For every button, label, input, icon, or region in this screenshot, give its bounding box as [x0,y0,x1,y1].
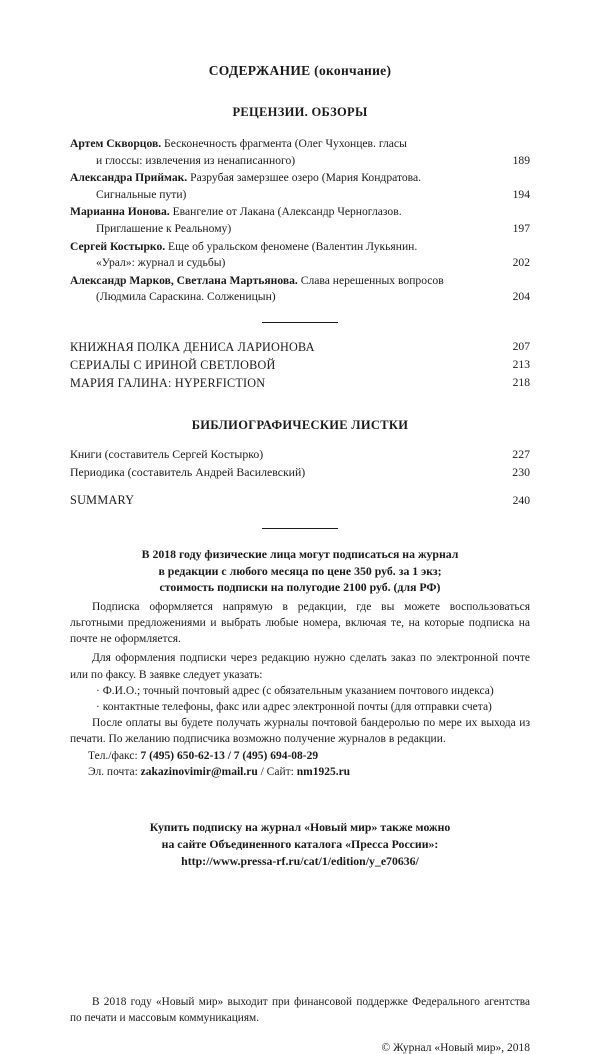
biblio-page: 227 [512,447,530,462]
subscription-heading-line1: В 2018 году физические лица могут подписаться на журнал [141,547,459,562]
promo-line-1: Купить подписку на журнал «Новый мир» также можно [149,819,451,834]
toc-entry-author: Александра Приймак. [70,171,188,185]
email-label: Эл. почта: [88,766,141,779]
toc-entry-line2: «Урал»: журнал и судьбы) [96,256,226,270]
subscription-paragraph-2: Для оформления подписки через редакцию нужно сделать заказ по электронной почте или по факсу. В заявке следует указать: [70,652,530,681]
promo-url[interactable]: http://www.pressa-rf.ru/cat/1/edition/y_e70636/ [181,853,419,868]
biblio-label: Книги (составитель Сергей Костырко) [70,447,264,462]
toc-entry-text [70,170,490,203]
caps-section-row [70,338,530,356]
toc-entry-author: Александр Марков, Светлана Мартьянова. [70,273,298,287]
summary-row [70,492,530,510]
toc-entry-line1: Бесконечность фрагмента (Олег Чухонцев. гласы [161,137,407,150]
phone-label: Тел./факс: [88,749,141,762]
toc-entry-line2: и глоссы: извлечения из ненаписанного) [96,153,296,167]
subscription-bullet-1: · Ф.И.О.; точный почтовый адрес (с обязательным указанием почтового индекса) [96,684,494,697]
toc-entry-line1: Евангелие от Лакана (Александр Черноглазов. [169,205,402,219]
toc-entry-line2: Сигнальные пути) [96,187,187,201]
toc-entry-text [70,273,490,306]
summary-label: SUMMARY [70,493,135,508]
footer-note: В 2018 году «Новый мир» выходит при финансовой поддержке Федерального агентства по печати и массовым коммуникациям. [70,995,530,1024]
toc-entry-line1: Разрубая замерзшее озеро (Мария Кондратова. [187,171,422,185]
toc-entry-text [70,136,490,169]
toc-entry-line1: Еще об уральском феномене (Валентин Лукьянин. [165,239,418,253]
toc-entry [70,136,530,169]
toc-entry-page: 197 [512,221,530,235]
biblio-list [70,446,530,510]
subscription-paragraph-1: Подписка оформляется напрямую в редакции, где вы можете воспользоваться льготными предложениями и выбрать любые номера, включая те, на которые подписка на почте не оформляется. [70,600,530,646]
toc-entry-line2: (Людмила Сараскина. Солженицын) [96,290,276,304]
caps-section-label: КНИЖНАЯ ПОЛКА ДЕНИСА ЛАРИОНОВА [70,340,315,355]
site-separator: / Сайт: [257,766,297,779]
email-value[interactable]: zakazinovimir@mail.ru [140,766,258,779]
promo-line-2: на сайте Объединенного каталога «Пресса России»: [161,836,439,851]
toc-entry-author: Марианна Ионова. [70,205,170,219]
subscription-heading-line2: в редакции с любого месяца по цене 350 руб. за 1 экз; [158,563,442,578]
section-heading-biblio: БИБЛИОГРАФИЧЕСКИЕ ЛИСТКИ [191,418,409,433]
toc-entry-text [70,204,490,237]
biblio-row [70,446,530,464]
page-content [70,0,530,1054]
subscription-heading-line3: стоимость подписки на полугодие 2100 руб. (для РФ) [159,580,441,595]
subscription-block [70,546,530,780]
section-heading-reviews: РЕЦЕНЗИИ. ОБЗОРЫ [232,105,368,119]
toc-entry-page: 204 [512,290,530,304]
toc-entry-author: Артем Скворцов. [70,137,162,150]
subscription-divider-rule [262,528,338,529]
toc-entry [70,239,530,272]
summary-page: 240 [512,494,530,508]
site-value[interactable]: nm1925.ru [296,766,351,779]
subscription-bullet-2: · контактные телефоны, факс или адрес электронной почты (для отправки счета) [96,700,492,713]
biblio-row [70,464,530,482]
caps-section-label: МАРИЯ ГАЛИНА: HYPERFICTION [70,376,266,391]
caps-section-page: 218 [512,376,530,390]
toc-entry-page: 194 [512,187,530,201]
page-title: СОДЕРЖАНИЕ (окончание) [208,63,392,78]
caps-section-row [70,356,530,374]
toc-entry-page: 202 [512,256,530,270]
toc-entry [70,273,530,306]
caps-section-row [70,374,530,392]
caps-section-list [70,338,530,392]
promo-block [70,819,530,870]
subscription-paragraph-3: После оплаты вы будете получать журналы почтовой бандеролью по мере их выхода из печати. По желанию подписчика возможно получение журналов в редакции. [70,717,530,746]
toc-list [70,136,530,306]
toc-entry-page: 189 [512,153,530,167]
subscription-phone-line [70,748,530,765]
caps-section-page: 213 [512,358,530,372]
caps-section-label: СЕРИАЛЫ С ИРИНОЙ СВЕТЛОВОЙ [70,358,276,373]
copyright-line: © Журнал «Новый мир», 2018 [381,1041,530,1054]
toc-entry [70,204,530,237]
toc-entry-author: Сергей Костырко. [70,239,166,253]
toc-entry-text [70,239,490,272]
caps-section-page: 207 [512,340,530,354]
biblio-page: 230 [512,464,530,479]
toc-entry-line2: Приглашение к Реальному) [96,221,232,235]
biblio-label: Периодика (составитель Андрей Василевский) [70,464,306,479]
toc-entry [70,170,530,203]
section-divider-rule [262,322,338,323]
subscription-email-line [70,764,530,781]
toc-entry-line1: Слава нерешенных вопросов [297,273,444,287]
phone-value: 7 (495) 650-62-13 / 7 (495) 694-08-29 [140,749,319,762]
